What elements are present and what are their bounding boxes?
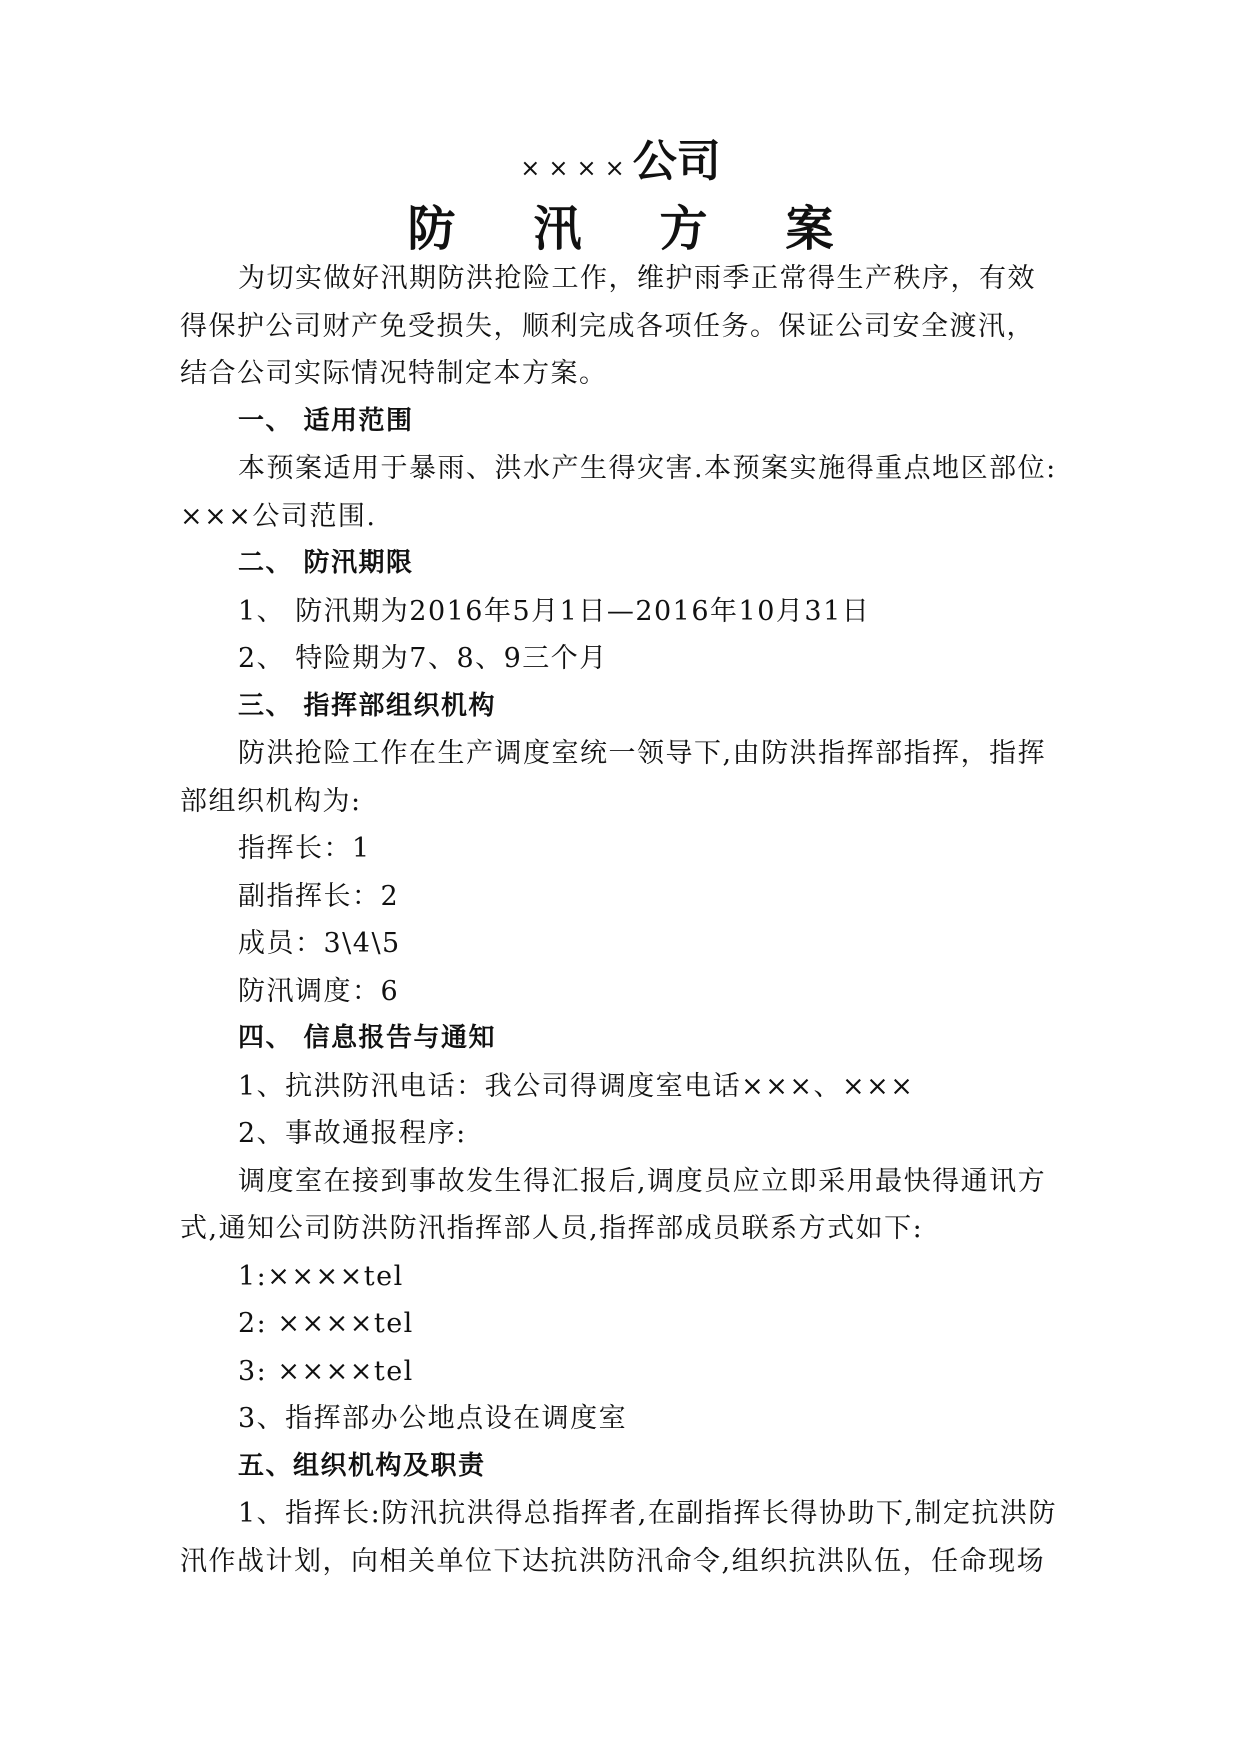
section-4-contact-3: 3: ××××tel: [238, 1355, 414, 1387]
section-3-members: 成员：3\4\5: [238, 928, 401, 959]
intro-paragraph: 为切实做好汛期防洪抢险工作，维护雨季正常得生产秩序，有效得保护公司财产免受损失，顺利完成各项任务。保证公司安全渡汛，结合公司实际情况特制定本方案。: [180, 263, 1036, 389]
section-4-item-1: 1、抗洪防汛电话：我公司得调度室电话×××、×××: [238, 1070, 915, 1102]
company-heading: [0, 125, 1241, 189]
section-5-item-1: 1、指挥长:防汛抗洪得总指挥者,在副指挥长得协助下,制定抗洪防汛作战计划，向相关单位下达抗洪防汛命令,组织抗洪队伍，任命现场: [180, 1498, 1057, 1577]
section-2-item-1: 1、 防汛期为2016年5月1日—2016年10月31日: [238, 595, 871, 627]
document-body: [180, 255, 1060, 1585]
section-1-text: 本预案适用于暴雨、洪水产生得灾害.本预案实施得重点地区部位: ×××公司范围.: [180, 453, 1057, 532]
section-5-heading: 五、组织机构及职责: [238, 1450, 486, 1481]
section-3-commander: 指挥长：1: [238, 833, 371, 864]
section-4-text: 调度室在接到事故发生得汇报后,调度员应立即采用最快得通讯方式,通知公司防洪防汛指挥部人员,指挥部成员联系方式如下:: [180, 1165, 1047, 1244]
company-name: 公司: [632, 136, 721, 187]
section-4-heading: 四、 信息报告与通知: [238, 1023, 497, 1053]
section-4-item-3: 3、指挥部办公地点设在调度室: [238, 1403, 628, 1434]
section-3-dispatch: 防汛调度：6: [238, 975, 400, 1007]
section-2-heading: 二、 防汛期限: [238, 548, 414, 578]
company-marks: ××××: [520, 154, 633, 182]
section-2-item-2: 2、 特险期为7、8、9三个月: [238, 643, 608, 674]
section-4-contact-2: 2: ××××tel: [238, 1308, 414, 1339]
section-4-contact-1: 1:××××tel: [238, 1260, 404, 1292]
section-3-heading: 三、 指挥部组织机构: [238, 690, 497, 721]
section-4-item-2: 2、事故通报程序:: [238, 1118, 467, 1149]
section-3-deputy: 副指挥长：2: [238, 880, 400, 912]
section-1-heading: 一、 适用范围: [238, 405, 414, 436]
section-3-text: 防洪抢险工作在生产调度室统一领导下,由防洪指挥部指挥，指挥部组织机构为:: [180, 738, 1047, 817]
document-title: 防汛方案: [407, 201, 912, 257]
